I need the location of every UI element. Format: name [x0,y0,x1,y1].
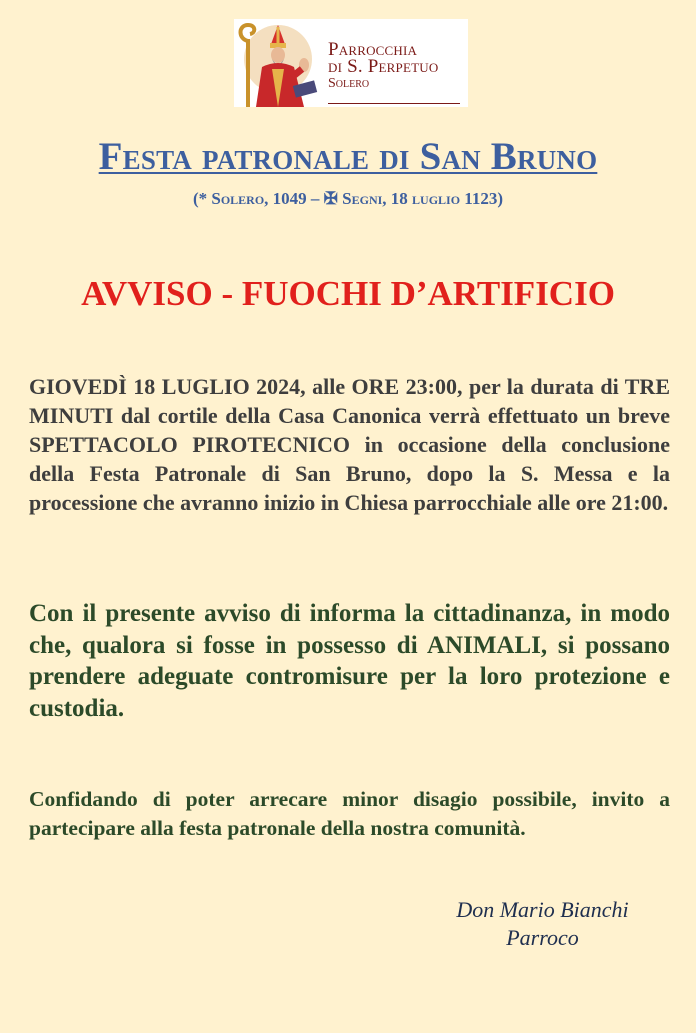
notice-heading: AVVISO - FUOCHI D’ARTIFICIO [81,274,615,313]
parish-name [328,41,438,92]
parish-logo [234,19,468,107]
signature-role: Parroco [506,925,579,950]
logo-line-town: Solero [328,76,370,91]
saint-bishop-icon [234,19,326,107]
invitation-paragraph: Confidando di poter arrecare minor disagio possibile, invito a partecipare alla festa patronale della nostra comunità. [29,787,670,840]
signature-block [400,896,685,952]
logo-line-saint: di S. Perpetuo [328,56,439,77]
animals-warning-paragraph: Con il presente avviso di informa la cittadinanza, in modo che, qualora si fosse in possesso di ANIMALI, si possano prendere adeguate contromisure per la loro protezione e custodia. [29,600,670,722]
announcement-paragraph: GIOVEDÌ 18 LUGLIO 2024, alle ORE 23:00, per la durata di TRE MINUTI dal cortile della Casa Canonica verrà effettuato un breve SPETTACOLO PIROTECNICO in occasione della conclusione della Festa Patronale di San Bruno, dopo la S. Messa e la processione che avranno inizio in Chiesa parrocchiale alle ore 21:00. [29,374,670,515]
signature-name: Don Mario Bianchi [456,897,629,922]
page-title: Festa patronale di San Bruno [98,135,598,178]
logo-line-parrocchia: Parrocchia [328,39,418,60]
page-subtitle: (* Solero, 1049 – ✠ Segni, 18 luglio 1123) [192,189,504,208]
logo-divider [328,103,460,104]
